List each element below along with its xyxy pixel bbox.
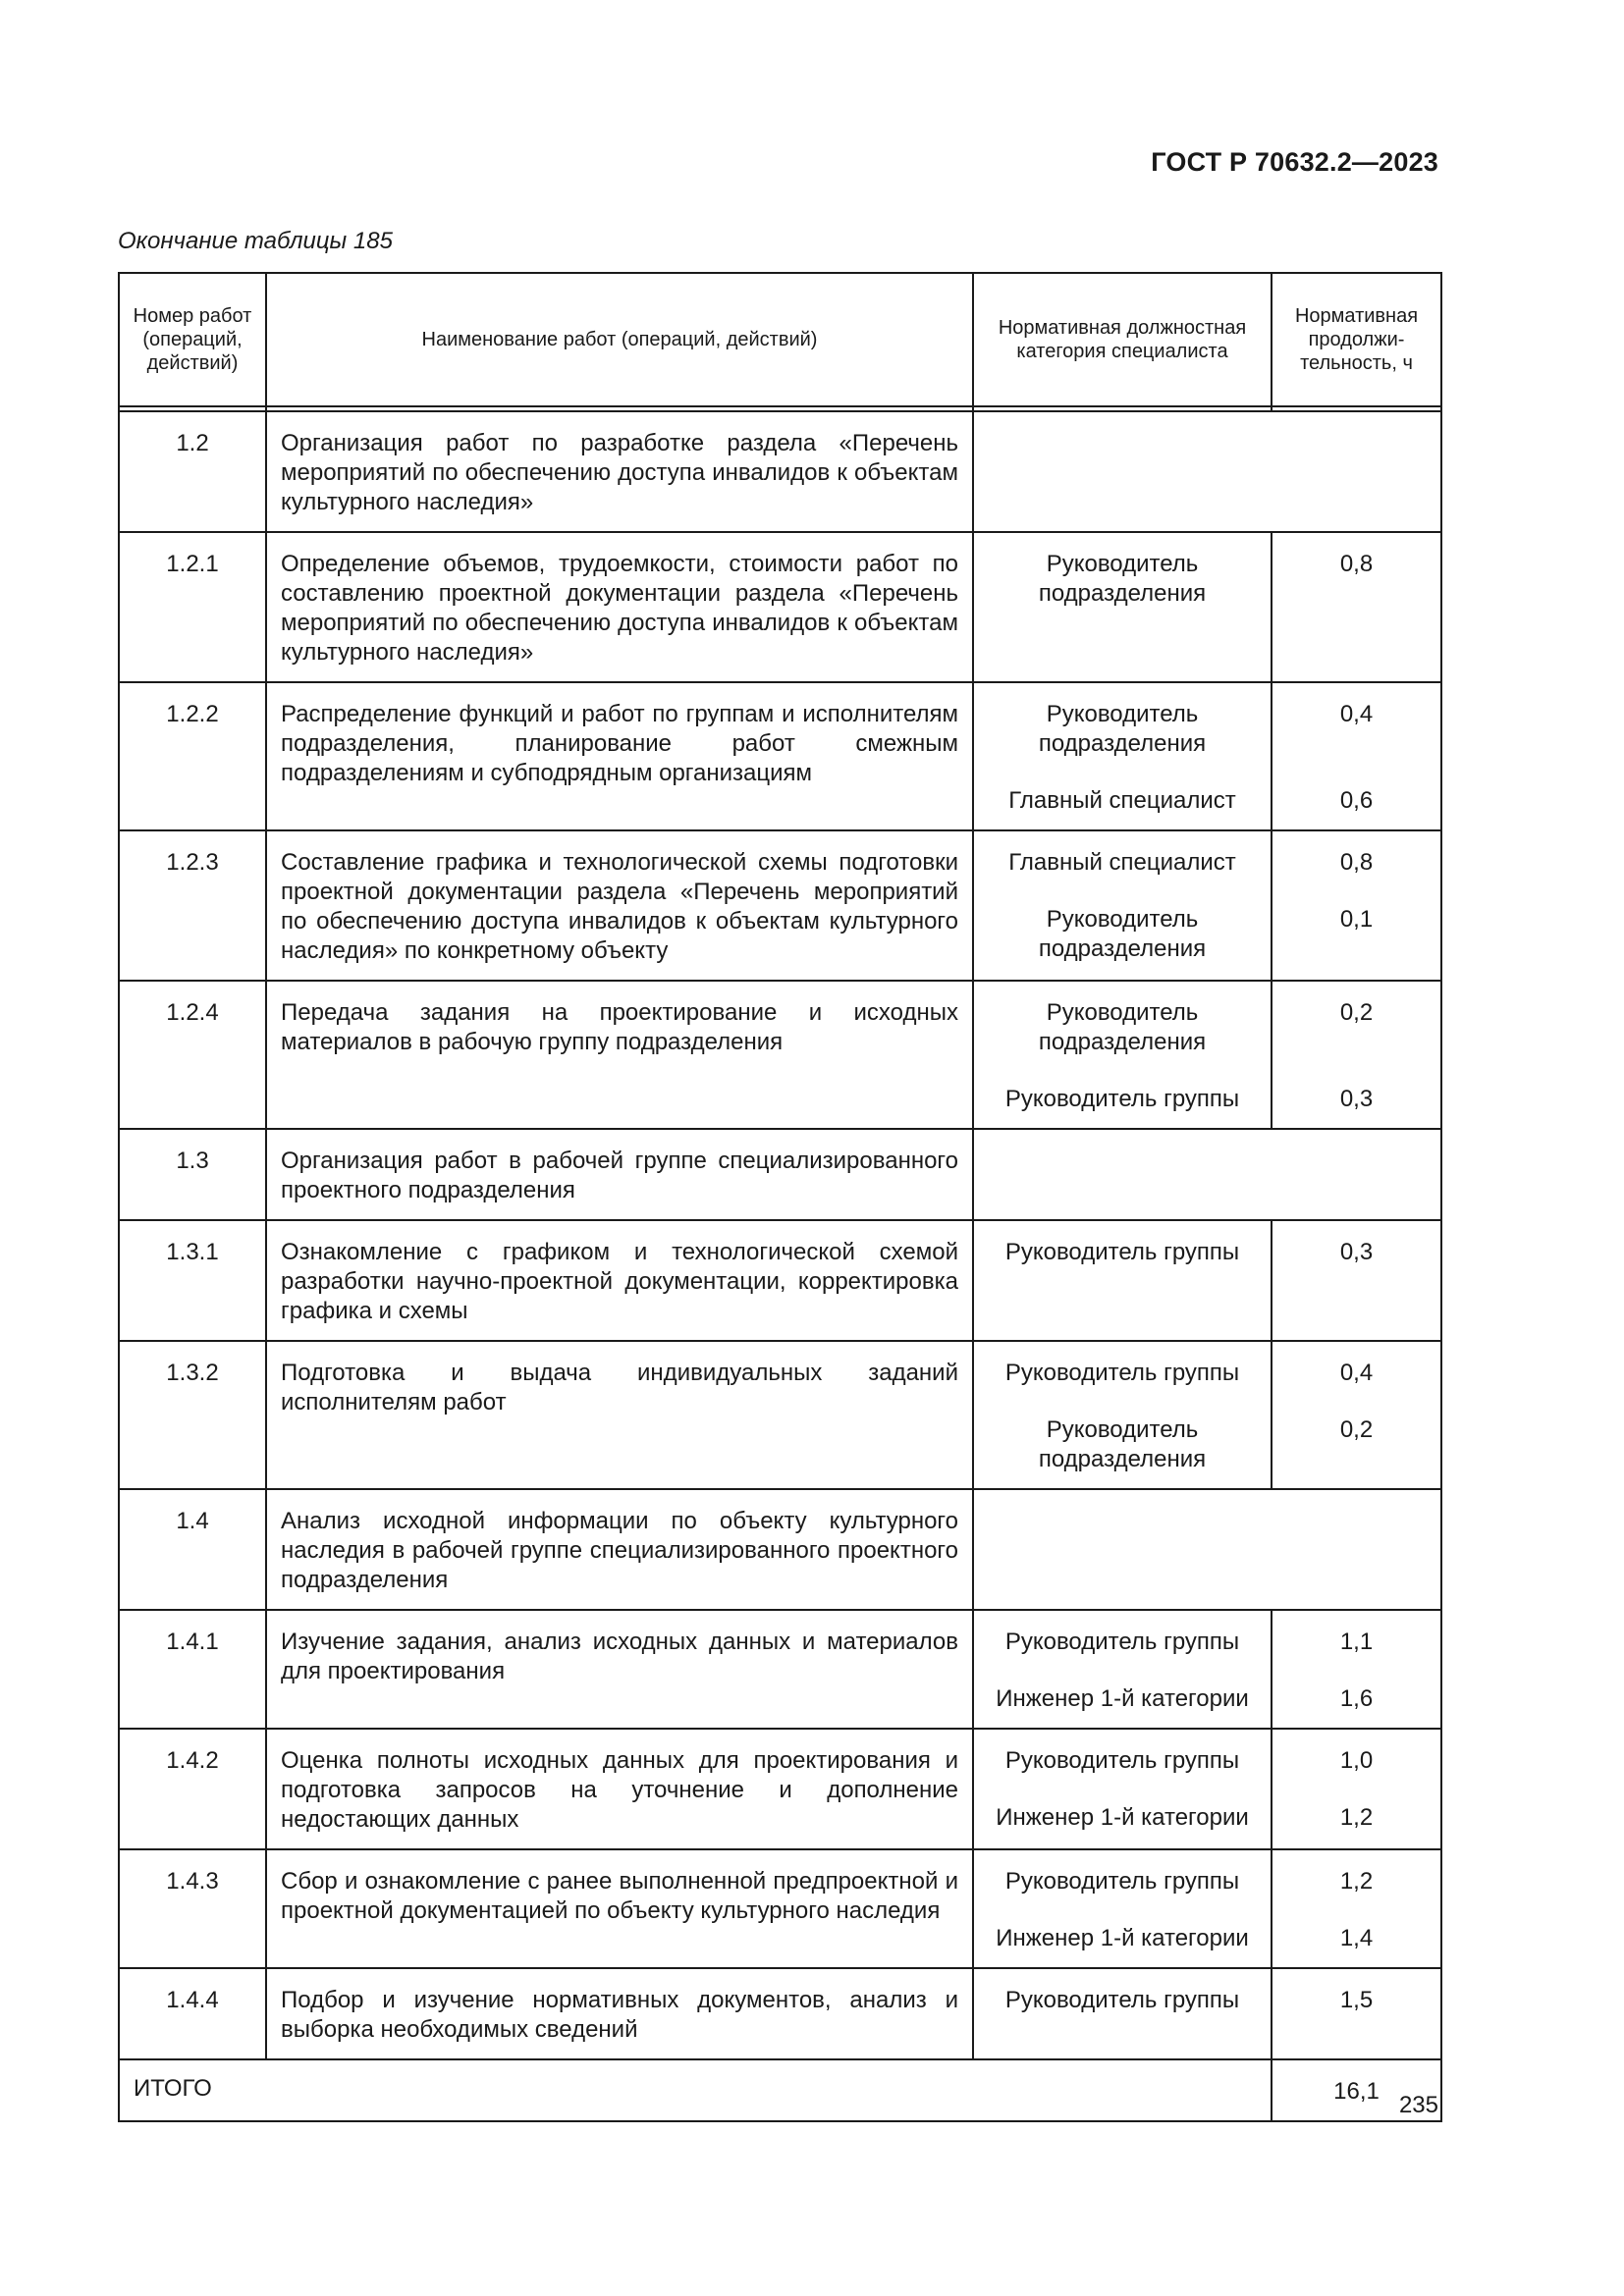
duration-value: 0,4 (1339, 1360, 1374, 1386)
row-duration-cell (1272, 1341, 1441, 1489)
row-work-name: Передача задания на проектирование и исходных материалов в рабочую группу подразделения (266, 981, 973, 1129)
duration-value: 1,1 (1339, 1629, 1374, 1655)
row-work-name: Организация работ по разработке раздела «Перечень мероприятий по обеспечению доступа инвалидов к объектам культурного наследия» (266, 411, 973, 532)
table-row (119, 1968, 1441, 2059)
total-row (119, 2059, 1441, 2121)
row-work-name: Ознакомление с графиком и технологической схемой разработки научно-проектной документации, корректировка графика и схемы (266, 1220, 973, 1341)
specialist-category: Руководитель группы (1004, 1747, 1240, 1774)
row-duration-cell (1272, 830, 1441, 981)
table-row (119, 1849, 1441, 1968)
table-row (119, 1729, 1441, 1849)
duration-value: 1,5 (1339, 1987, 1374, 2013)
row-number: 1.3.2 (119, 1341, 266, 1489)
row-work-name: Оценка полноты исходных данных для проектирования и подготовка запросов на уточнение и дополнение недостающих данных (266, 1729, 973, 1849)
duration-value: 1,2 (1339, 1804, 1374, 1831)
row-duration-cell (1272, 682, 1441, 830)
row-number: 1.2 (119, 411, 266, 532)
table-caption: Окончание таблицы 185 (118, 228, 393, 254)
row-work-name: Организация работ в рабочей группе специализированного проектного подразделения (266, 1129, 973, 1220)
specialist-category: Инженер 1-й категории (996, 1804, 1249, 1831)
norms-table (118, 272, 1442, 2122)
duration-value: 0,1 (1339, 906, 1374, 933)
row-category-cell (973, 1341, 1272, 1489)
duration-value: 0,6 (1339, 787, 1374, 814)
specialist-category: Руководитель группы (1004, 1629, 1240, 1655)
row-duration-cell (1272, 981, 1441, 1129)
duration-value: 1,4 (1339, 1925, 1374, 1951)
row-empty-cell (973, 1489, 1441, 1610)
row-work-name: Составление графика и технологической схемы подготовки проектной документации раздела «Перечень мероприятий по обеспечению доступа инвалидов к объектам культурного наследия» по конкретному объекту (266, 830, 973, 981)
duration-value: 0,8 (1339, 849, 1374, 876)
table-header-row (119, 273, 1441, 406)
row-empty-cell (973, 411, 1441, 532)
row-duration-cell (1272, 532, 1441, 682)
row-category-cell (973, 532, 1272, 682)
row-number: 1.4.1 (119, 1610, 266, 1729)
specialist-category: Руководитель группы (1004, 1086, 1240, 1112)
duration-value: 0,2 (1339, 999, 1374, 1026)
duration-value: 0,8 (1339, 551, 1374, 577)
duration-value: 1,2 (1339, 1868, 1374, 1895)
row-number: 1.3.1 (119, 1220, 266, 1341)
duration-value: 1,0 (1339, 1747, 1374, 1774)
row-number: 1.2.3 (119, 830, 266, 981)
row-work-name: Сбор и ознакомление с ранее выполненной предпроектной и проектной документацией по объекту культурного наследия (266, 1849, 973, 1968)
row-category-cell (973, 682, 1272, 830)
row-number: 1.4.3 (119, 1849, 266, 1968)
row-work-name: Распределение функций и работ по группам и исполнителям подразделения, планирование работ смежным подразделениям и субподрядным организациям (266, 682, 973, 830)
specialist-category: Руководитель группы (1004, 1868, 1240, 1895)
table-row (119, 1610, 1441, 1729)
header-name: Наименование работ (операций, действий) (266, 273, 973, 406)
duration-value: 0,4 (1339, 701, 1374, 727)
total-value: 16,1 (1272, 2059, 1441, 2121)
specialist-category: Руководитель группы (1004, 1239, 1240, 1265)
row-number: 1.4 (119, 1489, 266, 1610)
table-row (119, 532, 1441, 682)
row-work-name: Изучение задания, анализ исходных данных и материалов для проектирования (266, 1610, 973, 1729)
table-row (119, 1129, 1441, 1220)
row-category-cell (973, 1729, 1272, 1849)
table-row (119, 1489, 1441, 1610)
specialist-category: Руководитель подразделения (1038, 906, 1207, 962)
specialist-category: Инженер 1-й категории (996, 1925, 1249, 1951)
specialist-category: Главный специалист (1008, 787, 1236, 814)
specialist-category: Руководитель подразделения (1038, 1416, 1207, 1472)
row-category-cell (973, 1849, 1272, 1968)
specialist-category: Руководитель подразделения (1038, 999, 1207, 1055)
table-row (119, 411, 1441, 532)
row-number: 1.4.2 (119, 1729, 266, 1849)
row-duration-cell (1272, 1968, 1441, 2059)
row-number: 1.2.4 (119, 981, 266, 1129)
specialist-category: Руководитель группы (1004, 1987, 1240, 2013)
table-row (119, 1341, 1441, 1489)
row-work-name: Анализ исходной информации по объекту культурного наследия в рабочей группе специализированного проектного подразделения (266, 1489, 973, 1610)
row-category-cell (973, 1968, 1272, 2059)
specialist-category: Руководитель подразделения (1038, 701, 1207, 757)
table-row (119, 830, 1441, 981)
row-number: 1.2.2 (119, 682, 266, 830)
duration-value: 0,3 (1339, 1239, 1374, 1265)
document-code: ГОСТ Р 70632.2—2023 (1151, 147, 1438, 177)
row-duration-cell (1272, 1849, 1441, 1968)
specialist-category: Руководитель группы (1004, 1360, 1240, 1386)
row-category-cell (973, 981, 1272, 1129)
header-num: Номер работ (операций, действий) (119, 273, 266, 406)
total-label: ИТОГО (119, 2059, 1272, 2121)
row-work-name: Подбор и изучение нормативных документов, анализ и выборка необходимых сведений (266, 1968, 973, 2059)
duration-value: 1,6 (1339, 1685, 1374, 1712)
row-number: 1.2.1 (119, 532, 266, 682)
row-category-cell (973, 1610, 1272, 1729)
row-work-name: Подготовка и выдача индивидуальных заданий исполнителям работ (266, 1341, 973, 1489)
row-duration-cell (1272, 1610, 1441, 1729)
header-duration: Нормативная продолжи-тельность, ч (1272, 273, 1441, 406)
row-category-cell (973, 830, 1272, 981)
row-duration-cell (1272, 1220, 1441, 1341)
row-number: 1.3 (119, 1129, 266, 1220)
specialist-category: Главный специалист (1008, 849, 1236, 876)
table-body (119, 411, 1441, 2059)
row-work-name: Определение объемов, трудоемкости, стоимости работ по составлению проектной документации раздела «Перечень мероприятий по обеспечению доступа инвалидов к объектам культурного наследия» (266, 532, 973, 682)
table-row (119, 981, 1441, 1129)
header-category: Нормативная должностная категория специалиста (973, 273, 1272, 406)
specialist-category: Инженер 1-й категории (996, 1685, 1249, 1712)
duration-value: 0,2 (1339, 1416, 1374, 1443)
page-number: 235 (1398, 2092, 1438, 2118)
row-category-cell (973, 1220, 1272, 1341)
row-duration-cell (1272, 1729, 1441, 1849)
table-row (119, 682, 1441, 830)
duration-value: 0,3 (1339, 1086, 1374, 1112)
table-row (119, 1220, 1441, 1341)
row-empty-cell (973, 1129, 1441, 1220)
row-number: 1.4.4 (119, 1968, 266, 2059)
specialist-category: Руководитель подразделения (1038, 551, 1207, 607)
